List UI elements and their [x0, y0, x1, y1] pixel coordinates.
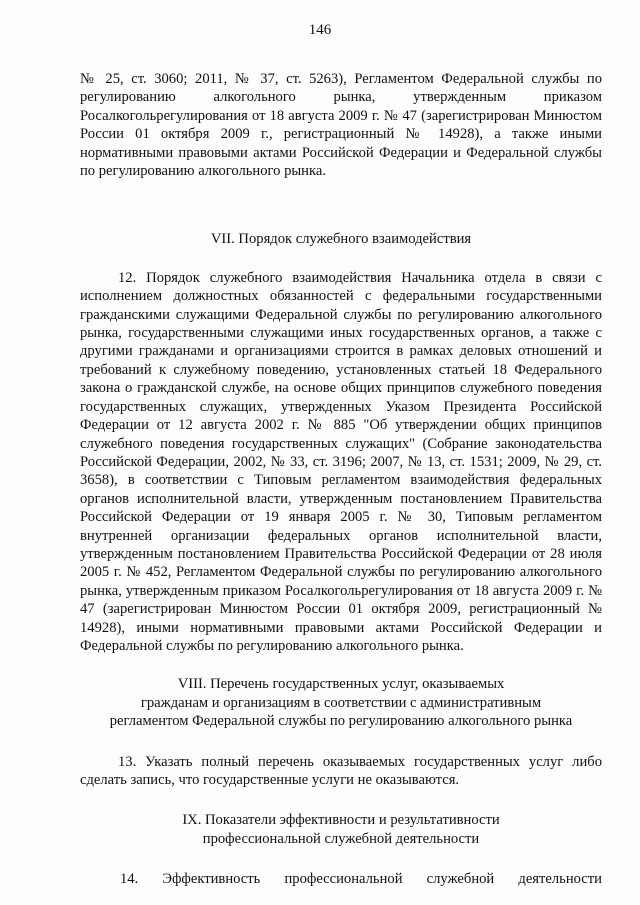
paragraph-14 — [80, 870, 602, 888]
paragraph-14-word: Эффективность — [162, 871, 261, 888]
section-7-title: VII. Порядок служебного взаимодействия — [210, 231, 472, 248]
paragraph-14-word: 14. — [120, 871, 139, 888]
section-8-title — [80, 675, 602, 730]
paragraph-continuation: № 25, ст. 3060; 2011, № 37, ст. 5263), Регламентом Федеральной службы по регулированию алкогольного рынка, утвержденным приказом Росалкогольрегулирования от 18 августа 2009 г. № 47 (зарегистрирован Минюстом России 01 октября 2009 г., регистрационный № 14928), а также иными нормативными правовыми актами Российской Федерации и Федеральной службы по регулированию алкогольного рынка. — [80, 71, 602, 180]
section-9-title-line-1: IX. Показатели эффективности и результативности — [182, 812, 500, 829]
paragraph-14-word: служебной — [426, 871, 495, 888]
page-number: 146 — [308, 22, 332, 38]
paragraph-14-word: деятельности — [518, 871, 602, 888]
section-8-title-line-1: VIII. Перечень государственных услуг, оказываемых — [177, 676, 505, 693]
paragraph-12: 12. Порядок служебного взаимодействия Начальника отдела в связи с исполнением должностных обязанностей с федеральными государственными гражданскими служащими Федеральной службы по регулированию алкогольного рынка, государственными служащими иных государственных органов, а также с другими гражданами и организациями строится в рамках деловых отношений и требований к служебному поведению, установленных статьей 18 Федерального закона о гражданской службе, на основе общих принципов служебного поведения государственных служащих, утвержденных Указом Президента Российской Федерации от 12 августа 2002 г. № 885 "Об утверждении общих принципов служебного поведения государственных служащих" (Собрание законодательства Российской Федерации, 2002, № 33, ст. 3196; 2007, № 13, ст. 1531; 2009, № 29, ст. 3658), в соответствии с Типовым регламентом взаимодействия федеральных органов исполнительной власти, утвержденным постановлением Правительства Российской Федерации от 19 января 2005 г. № 30, Типовым регламентом внутренней организации федеральных органов исполнительной власти, утвержденным постановлением Правительства Российской Федерации от 28 июля 2005 г. № 452, Регламентом Федеральной службы по регулированию алкогольного рынка, утвержденным приказом Росалкогольрегулирования от 18 августа 2009 г. № 47 (зарегистрирован Минюстом России 01 октября 2009, регистрационный № 14928), иными нормативными правовыми актами Российской Федерации и Федеральной службы по регулированию алкогольного рынка. — [80, 269, 602, 654]
paragraph-13: 13. Указать полный перечень оказываемых государственных услуг либо сделать запись, что государственные услуги не оказываются. — [80, 753, 602, 788]
section-9-title — [80, 811, 602, 848]
section-9-title-line-2: профессиональной служебной деятельности — [202, 830, 480, 847]
paragraph-14-word: профессиональной — [284, 871, 403, 888]
section-8-title-line-2: гражданам и организациям в соответствии с административным — [140, 694, 542, 711]
section-8-title-line-3: регламентом Федеральной службы по регулированию алкогольного рынка — [109, 713, 573, 730]
page-content — [80, 70, 602, 889]
